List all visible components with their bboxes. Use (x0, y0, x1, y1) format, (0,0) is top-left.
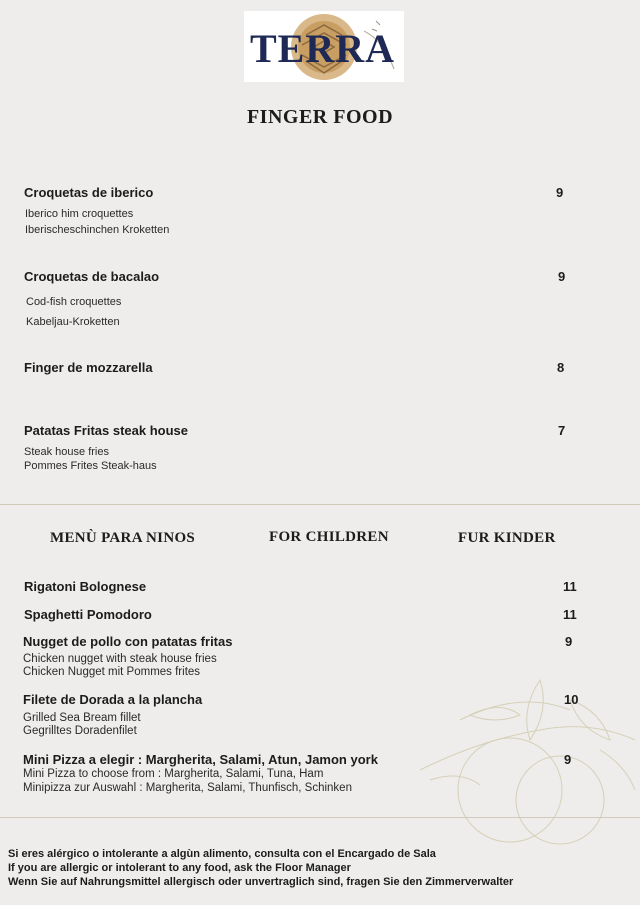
item-name: Spaghetti Pomodoro (24, 607, 152, 622)
item-description: Pommes Frites Steak-haus (24, 460, 157, 472)
item-name: Filete de Dorada a la plancha (23, 692, 203, 707)
item-price: 9 (564, 752, 572, 767)
botanical-decoration-icon (400, 670, 640, 850)
item-name: Rigatoni Bolognese (24, 579, 147, 594)
item-name: Croquetas de bacalao (24, 269, 160, 284)
item-price: 9 (556, 185, 564, 200)
item-price: 8 (557, 360, 565, 375)
item-name: Nugget de pollo con patatas fritas (23, 634, 233, 649)
allergy-notice-es: Si eres alérgico o intolerante a algùn alimento, consulta con el Encargado de Sala (8, 848, 436, 860)
item-name: Mini Pizza a elegir : Margherita, Salami, Atun, Jamon york (23, 752, 378, 767)
item-price: 7 (558, 423, 566, 438)
item-description: Cod-fish croquettes (26, 296, 122, 308)
item-description: Gegrilltes Doradenfilet (23, 725, 137, 737)
item-price: 11 (563, 607, 577, 622)
item-description: Iberischeschinchen Kroketten (25, 224, 170, 236)
finger-food-title: FINGER FOOD (246, 106, 394, 128)
item-description: Grilled Sea Bream fillet (23, 712, 141, 724)
kids-header-de: FUR KINDER (458, 530, 556, 546)
kids-header-en: FOR CHILDREN (269, 529, 389, 545)
section-divider (0, 504, 640, 505)
item-price: 10 (564, 692, 579, 707)
item-description: Chicken nugget with steak house fries (23, 653, 217, 665)
item-name: Croquetas de iberico (24, 185, 154, 200)
item-description: Steak house fries (24, 446, 109, 458)
item-description: Chicken Nugget mit Pommes frites (23, 666, 201, 678)
item-price: 9 (565, 634, 573, 649)
item-price: 9 (558, 269, 566, 284)
item-name: Patatas Fritas steak house (24, 423, 189, 438)
item-price: 11 (563, 579, 577, 594)
item-description: Kabeljau-Kroketten (26, 316, 120, 328)
logo (244, 11, 404, 82)
item-description: Mini Pizza to choose from : Margherita, Salami, Tuna, Ham (23, 768, 324, 780)
item-description: Iberico him croquettes (25, 208, 134, 220)
logo-text: TERRA (250, 26, 396, 71)
footer-divider (0, 817, 640, 818)
allergy-notice-en: If you are allergic or intolerant to any food, ask the Floor Manager (8, 862, 351, 874)
allergy-notice-de: Wenn Sie auf Nahrungsmittel allergisch oder unvertraglich sind, fragen Sie den Zimmerverwalter (8, 876, 514, 888)
item-description: Minipizza zur Auswahl : Margherita, Salami, Thunfisch, Schinken (23, 782, 352, 794)
item-name: Finger de mozzarella (24, 360, 153, 375)
kids-header-es: MENÙ PARA NINOS (50, 530, 196, 546)
